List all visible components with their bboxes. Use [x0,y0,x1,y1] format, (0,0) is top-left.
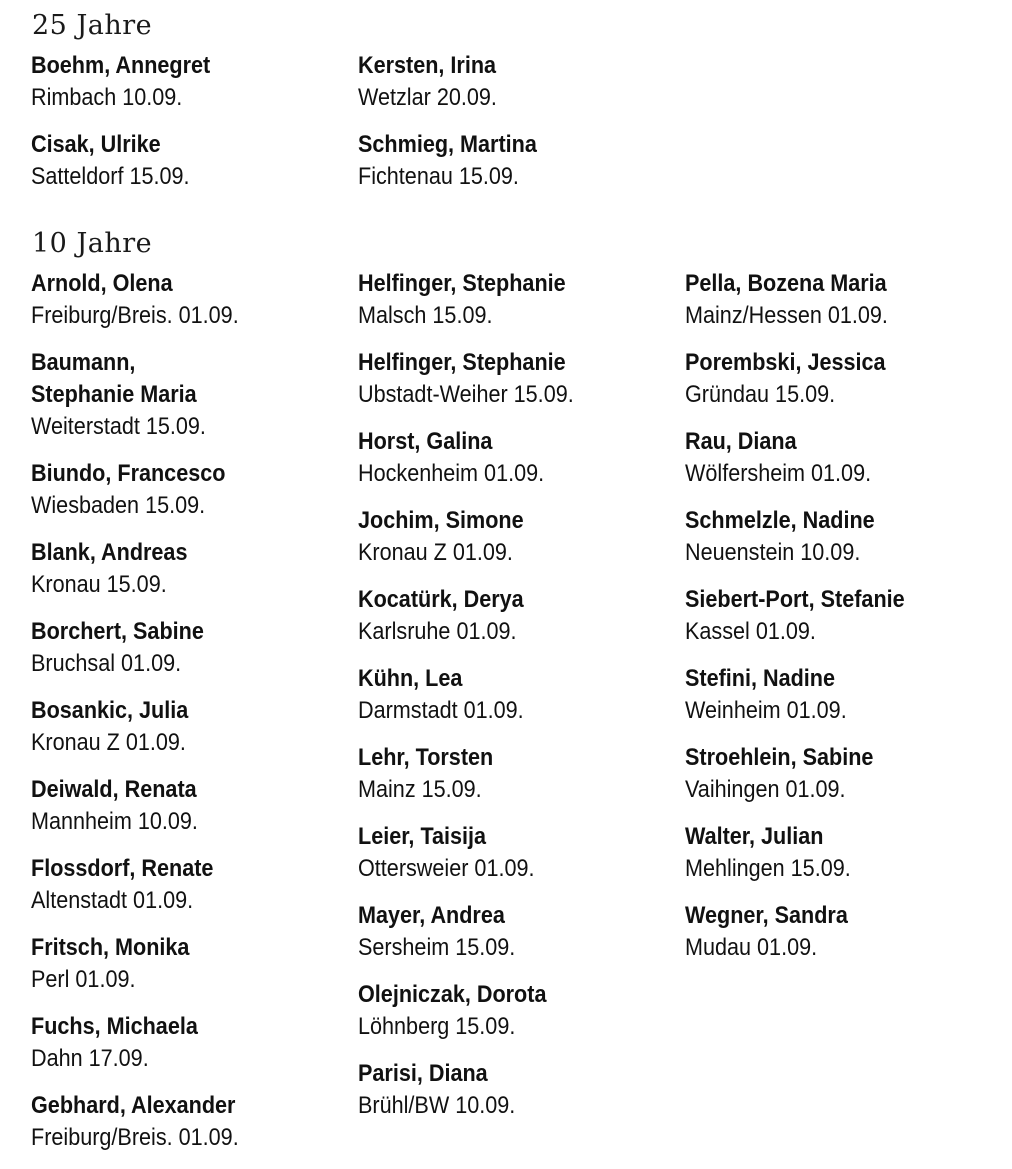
list-item [31,1090,351,1154]
list-item [31,774,351,838]
person-name: Siebert-Port, Stefanie [685,586,905,613]
entry-column-2 [358,50,678,208]
list-item [31,537,351,601]
list-item [358,979,678,1043]
list-item [358,268,678,332]
list-item [685,347,1005,411]
person-name: Arnold, Olena [31,270,173,297]
list-item [358,129,678,193]
person-name: Cisak, Ulrike [31,131,161,158]
person-name: Biundo, Francesco [31,460,226,487]
person-name: Fuchs, Michaela [31,1013,198,1040]
person-name: Gebhard, Alexander [31,1092,236,1119]
list-item [685,426,1005,490]
person-name: Helfinger, Stephanie [358,270,566,297]
place-date: Sersheim 15.09. [358,934,516,961]
person-name: Borchert, Sabine [31,618,204,645]
entry-column-2 [358,268,678,1137]
place-date: Mainz/Hessen 01.09. [685,302,888,329]
list-item [31,616,351,680]
person-name: Schmelzle, Nadine [685,507,875,534]
list-item [358,426,678,490]
place-date: Bruchsal 01.09. [31,650,182,677]
list-item [685,900,1005,964]
place-date: Altenstadt 01.09. [31,887,194,914]
entry-column-1 [31,50,351,208]
person-name: Fritsch, Monika [31,934,190,961]
person-name: Parisi, Diana [358,1060,488,1087]
list-item [685,584,1005,648]
place-date: Dahn 17.09. [31,1045,149,1072]
person-name: Bosankic, Julia [31,697,189,724]
list-item [31,268,351,332]
list-item [31,129,351,193]
person-name: Helfinger, Stephanie [358,349,566,376]
list-item [358,900,678,964]
place-date: Karlsruhe 01.09. [358,618,517,645]
entry-column-1 [31,268,351,1169]
list-item [31,932,351,996]
list-item [358,663,678,727]
place-date: Wetzlar 20.09. [358,84,497,111]
entry-column-3 [685,268,1005,979]
person-name: Leier, Taisija [358,823,487,850]
place-date: Brühl/BW 10.09. [358,1092,516,1119]
person-name: Pella, Bozena Maria [685,270,887,297]
place-date: Vaihingen 01.09. [685,776,846,803]
person-name: Rau, Diana [685,428,797,455]
place-date: Neuenstein 10.09. [685,539,861,566]
person-name: Schmieg, Martina [358,131,537,158]
person-name: Olejniczak, Dorota [358,981,547,1008]
list-item [685,268,1005,332]
section-heading: 10 Jahre [32,228,153,259]
list-item [685,663,1005,727]
list-item [31,50,351,114]
person-name: Kersten, Irina [358,52,497,79]
list-item [31,853,351,917]
place-date: Malsch 15.09. [358,302,493,329]
person-name: Jochim, Simone [358,507,524,534]
place-date: Mannheim 10.09. [31,808,198,835]
place-date: Kronau Z 01.09. [31,729,186,756]
list-item [358,742,678,806]
place-date: Freiburg/Breis. 01.09. [31,302,239,329]
person-name: Walter, Julian [685,823,824,850]
person-name: Stroehlein, Sabine [685,744,874,771]
person-name: Kühn, Lea [358,665,463,692]
place-date: Weiterstadt 15.09. [31,413,206,440]
place-date: Darmstadt 01.09. [358,697,524,724]
section-heading: 25 Jahre [32,10,153,41]
place-date: Fichtenau 15.09. [358,163,519,190]
place-date: Kronau Z 01.09. [358,539,513,566]
place-date: Mehlingen 15.09. [685,855,851,882]
place-date: Kronau 15.09. [31,571,167,598]
list-item [358,50,678,114]
person-name: Mayer, Andrea [358,902,505,929]
place-date: Kassel 01.09. [685,618,816,645]
list-item [31,347,351,443]
place-date: Rimbach 10.09. [31,84,183,111]
place-date: Ottersweier 01.09. [358,855,535,882]
person-name: Flossdorf, Renate [31,855,214,882]
place-date: Weinheim 01.09. [685,697,847,724]
person-name: Deiwald, Renata [31,776,197,803]
list-item [685,505,1005,569]
person-name: Boehm, Annegret [31,52,211,79]
place-date: Freiburg/Breis. 01.09. [31,1124,239,1151]
person-name: Blank, Andreas [31,539,188,566]
place-date: Gründau 15.09. [685,381,836,408]
place-date: Perl 01.09. [31,966,136,993]
person-name: Horst, Galina [358,428,493,455]
person-name: Wegner, Sandra [685,902,848,929]
place-date: Wiesbaden 15.09. [31,492,206,519]
person-name: Stefini, Nadine [685,665,836,692]
list-item [358,347,678,411]
list-item [31,695,351,759]
place-date: Hockenheim 01.09. [358,460,545,487]
place-date: Löhnberg 15.09. [358,1013,516,1040]
person-name: Porembski, Jessica [685,349,886,376]
person-name: Baumann, Stephanie Maria [31,349,197,408]
place-date: Wölfersheim 01.09. [685,460,872,487]
person-name: Kocatürk, Derya [358,586,524,613]
place-date: Mudau 01.09. [685,934,818,961]
place-date: Satteldorf 15.09. [31,163,190,190]
list-item [358,821,678,885]
list-item [685,742,1005,806]
list-item [358,505,678,569]
list-item [358,1058,678,1122]
place-date: Mainz 15.09. [358,776,482,803]
list-item [358,584,678,648]
list-item [685,821,1005,885]
person-name: Lehr, Torsten [358,744,494,771]
list-item [31,1011,351,1075]
place-date: Ubstadt-Weiher 15.09. [358,381,574,408]
list-item [31,458,351,522]
